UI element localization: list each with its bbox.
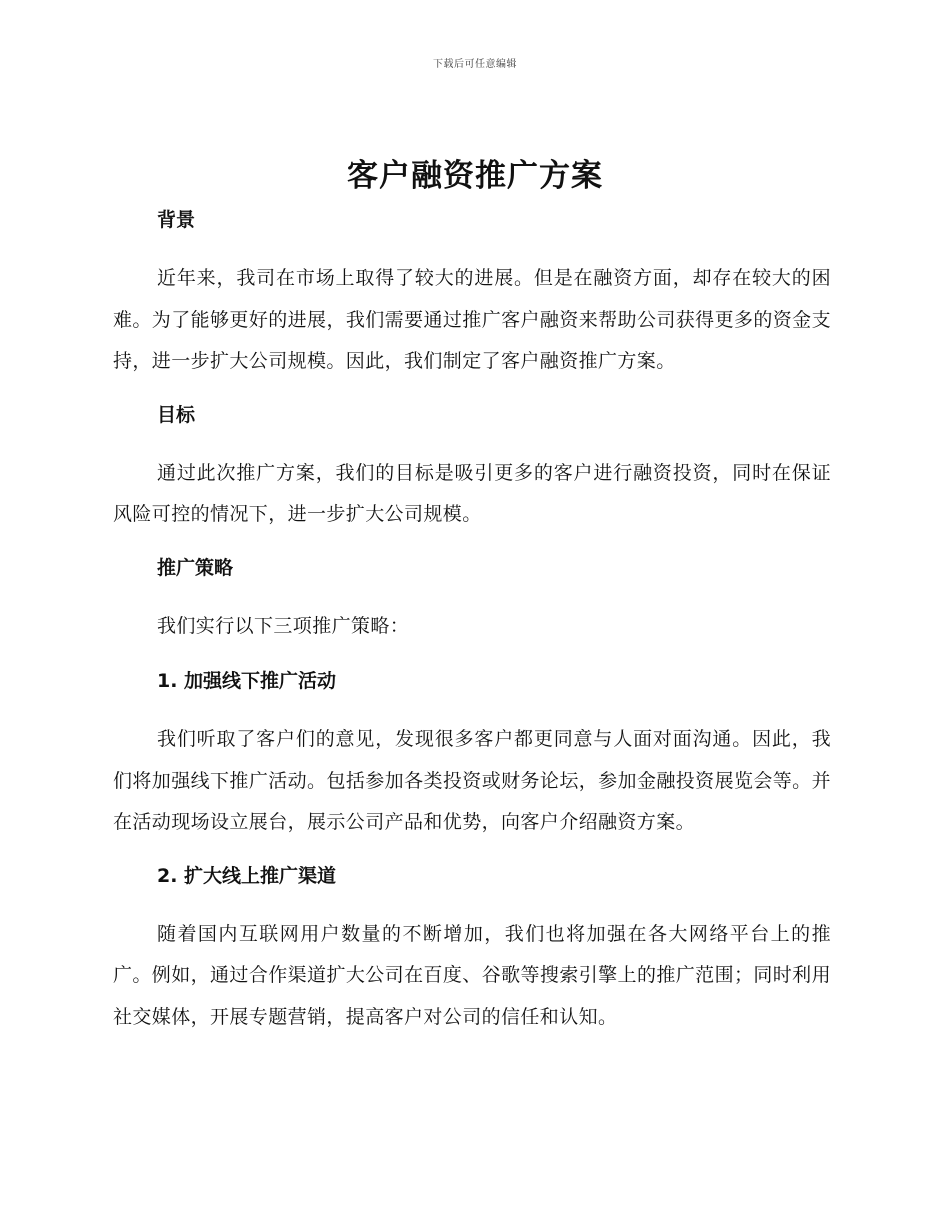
goal-paragraph: 通过此次推广方案，我们的目标是吸引更多的客户进行融资投资，同时在保证风险可控的情况下，进一步扩大公司规模。 bbox=[113, 461, 831, 525]
page-header-note: 下载后可任意编辑 bbox=[433, 59, 517, 70]
strategy-item-1-paragraph: 我们听取了客户们的意见，发现很多客户都更同意与人面对面沟通。因此，我们将加强线下推广活动。包括参加各类投资或财务论坛，参加金融投资展览会等。并在活动现场设立展台，展示公司产品和优势，向客户介绍融资方案。 bbox=[113, 728, 831, 833]
section-heading-goal: 目标 bbox=[157, 403, 196, 426]
background-paragraph: 近年来，我司在市场上取得了较大的进展。但是在融资方面，却存在较大的困难。为了能够更好的进展，我们需要通过推广客户融资来帮助公司获得更多的资金支持，进一步扩大公司规模。因此，我们制定了客户融资推广方案。 bbox=[113, 267, 831, 372]
strategy-item-2-paragraph: 随着国内互联网用户数量的不断增加，我们也将加强在各大网络平台上的推广。例如，通过合作渠道扩大公司在百度、谷歌等搜索引擎上的推广范围；同时利用社交媒体，开展专题营销，提高客户对公司的信任和认知。 bbox=[113, 922, 831, 1028]
section-heading-strategy: 推广策略 bbox=[157, 556, 234, 579]
strategy-intro: 我们实行以下三项推广策略： bbox=[157, 614, 410, 637]
strategy-item-1-heading: 1. 加强线下推广活动 bbox=[157, 670, 337, 692]
section-heading-background: 背景 bbox=[157, 209, 196, 231]
document-title: 客户融资推广方案 bbox=[347, 158, 603, 194]
strategy-item-2-heading: 2. 扩大线上推广渠道 bbox=[157, 864, 337, 887]
document-body bbox=[113, 205, 831, 1055]
